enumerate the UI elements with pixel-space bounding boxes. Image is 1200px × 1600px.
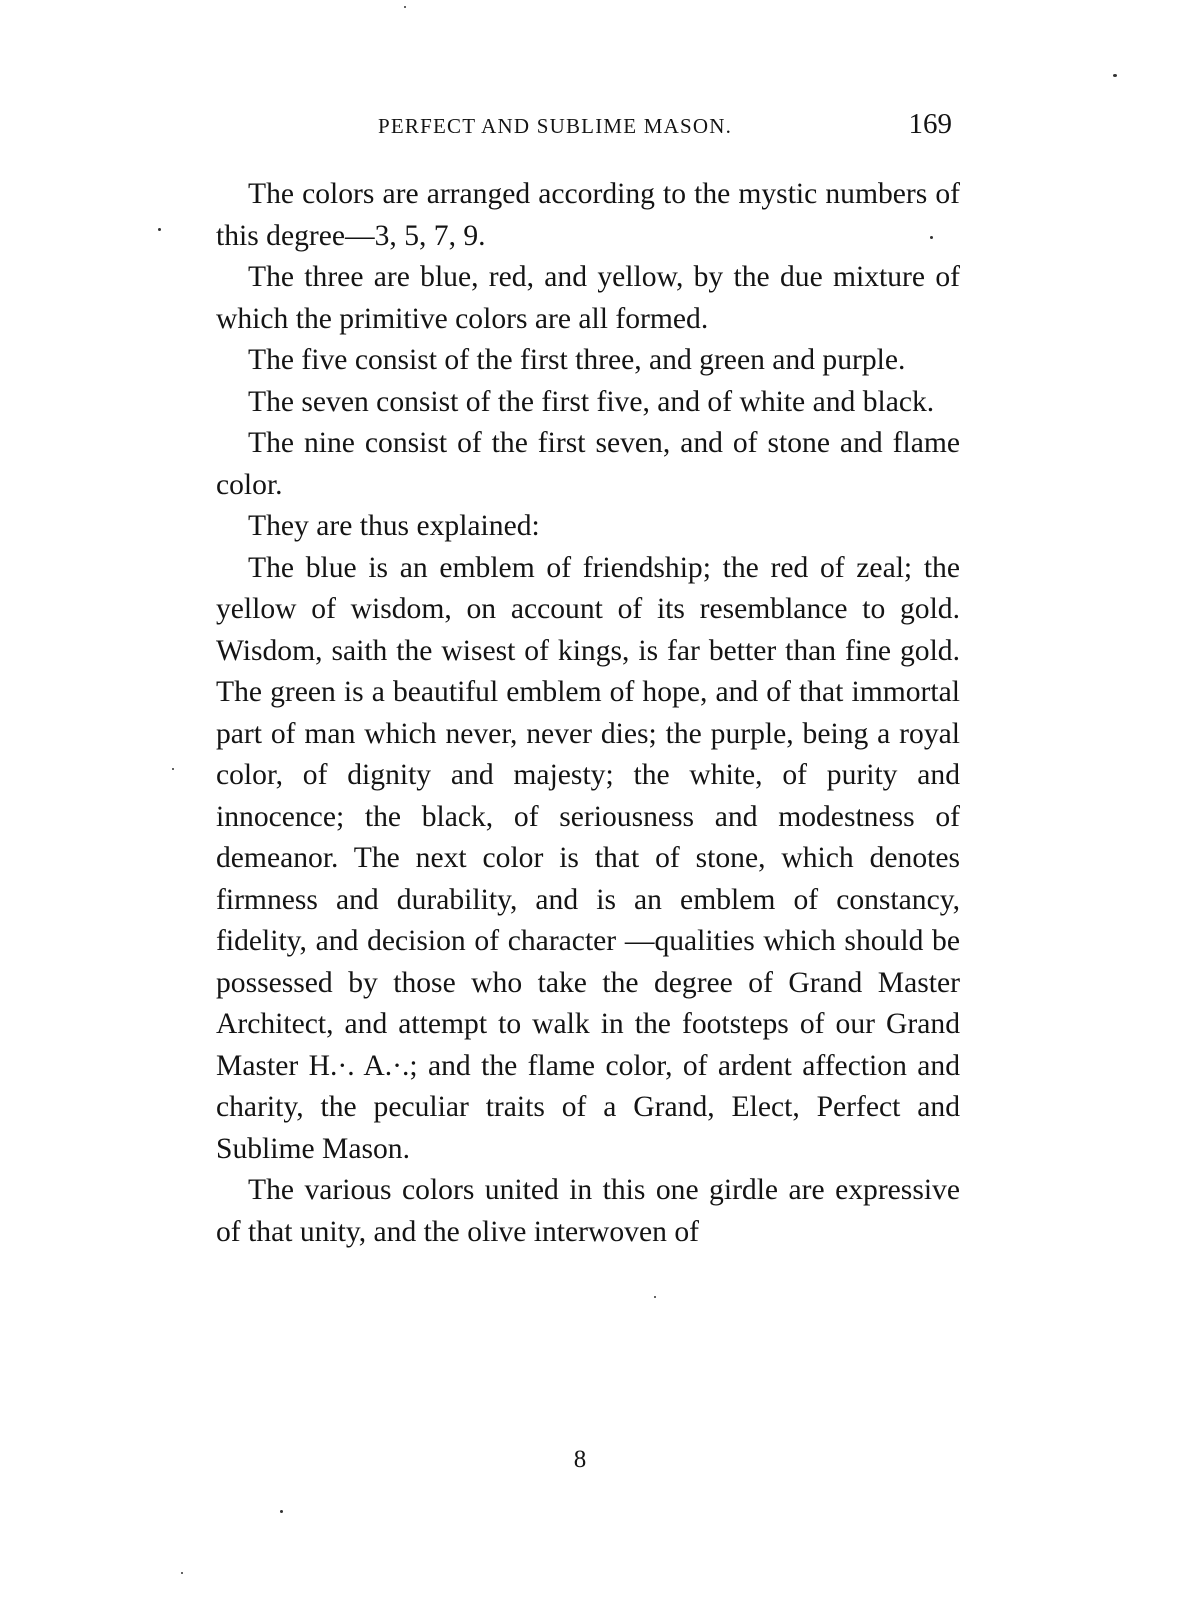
paragraph: The nine consist of the first seven, and of stone and flame color. — [216, 427, 960, 501]
scan-speck — [181, 1572, 183, 1574]
paragraph: The various colors united in this one girdle are expressive of that unity, and the olive interwoven of — [216, 1174, 960, 1248]
scan-speck — [404, 6, 406, 8]
body-text — [216, 174, 960, 1253]
scan-speck — [930, 236, 933, 239]
running-head — [216, 108, 960, 148]
scan-speck — [280, 1510, 283, 1513]
scan-speck — [1113, 74, 1117, 77]
signature-mark: 8 — [573, 1446, 587, 1473]
paragraph: The seven consist of the first five, and of white and black. — [248, 385, 935, 418]
paragraph: The colors are arranged according to the mystic numbers of this degree—3, 5, 7, 9. — [216, 178, 960, 252]
paragraph: The three are blue, red, and yellow, by the due mixture of which the primitive colors are all formed. — [216, 261, 960, 335]
scan-speck — [654, 1296, 656, 1298]
scan-speck — [172, 768, 174, 770]
paragraph: They are thus explained: — [248, 510, 540, 542]
scan-speck — [158, 228, 161, 231]
running-title: PERFECT AND SUBLIME MASON. — [378, 114, 733, 138]
paragraph: The five consist of the first three, and green and purple. — [248, 344, 906, 376]
page-number: 169 — [908, 108, 952, 140]
paragraph: The blue is an emblem of friendship; the red of zeal; the yellow of wisdom, on account of its resemblance to gold. Wisdom, saith the wisest of kings, is far better than fine gold. The green is a beautiful emblem of hope, and of that immortal part of man which never, never dies; the purple, being a royal color, of dignity and majesty; the white, of purity and innocence; the black, of seriousness and modestness of demeanor. The next color is that of stone, which denotes firmness and durability, and is an emblem of constancy, fidelity, and decision of character —qualities which should be possessed by those who take the degree of Grand Master Architect, and attempt to walk in the footsteps of our Grand Master H.·. A.·.; and the flame color, of ardent affection and charity, the peculiar traits of a Grand, Elect, Perfect and Sublime Mason. — [216, 551, 960, 1165]
